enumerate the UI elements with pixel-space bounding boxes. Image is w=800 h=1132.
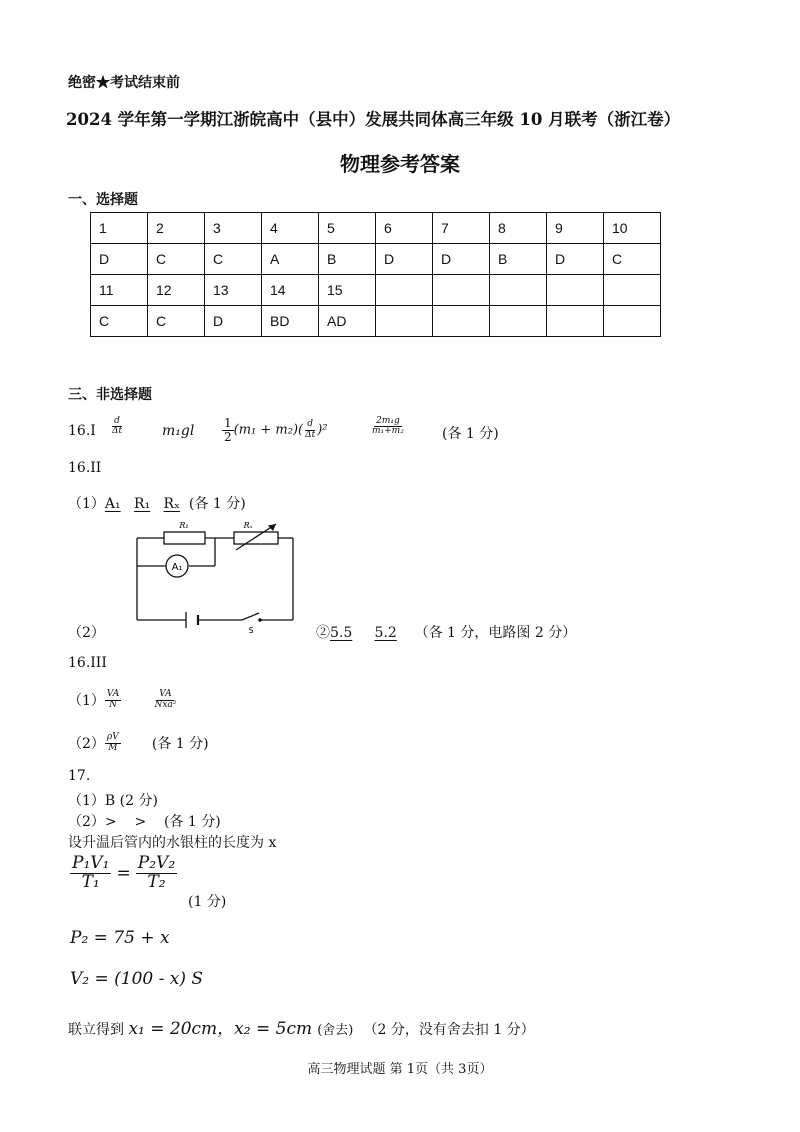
table-cell: 9 (547, 213, 604, 244)
table-cell: B (319, 244, 376, 275)
q16-1-answer-1: $\frac{d}{\Delta t}$ (112, 415, 123, 436)
table-cell: C (604, 244, 661, 275)
rheostat-arrow-icon (268, 524, 276, 531)
table-cell (604, 306, 661, 337)
ammeter-label: A₁ (171, 562, 183, 573)
circuit-diagram (128, 516, 303, 635)
table-cell: 8 (490, 213, 547, 244)
table-cell: D (91, 244, 148, 275)
q17-label: 17. (68, 768, 91, 784)
q17-part1: （1）B (2 分) (68, 793, 158, 809)
table-cell: C (205, 244, 262, 275)
q17-equation-3: V₂ = (100 - x) S (70, 969, 204, 989)
table-cell (490, 275, 547, 306)
table-cell: 14 (262, 275, 319, 306)
q17-equation-1: $\frac{\text{P₁V₁}}{\text{T₁}}$ = $\frac{\text{P₂V₂}}{\text{T₂}}$ (72, 853, 176, 892)
table-cell: C (148, 244, 205, 275)
q16-1-label: 16.I (68, 423, 96, 439)
table-cell: 10 (604, 213, 661, 244)
q16-3-label: 16.III (68, 655, 107, 671)
table-cell (376, 275, 433, 306)
table-row (91, 275, 661, 306)
table-cell: A (262, 244, 319, 275)
q17-assumption: 设升温后管内的水银柱的长度为 x (68, 835, 277, 851)
table-cell: 2 (148, 213, 205, 244)
table-cell (433, 275, 490, 306)
q16-1-answer-4: $\frac{\text{2m₁g}}{\text{m₁+m₂}}$ (372, 415, 404, 436)
table-cell: 12 (148, 275, 205, 306)
q17-equation-1-score: (1 分) (188, 894, 227, 910)
q17-result: 联立得到 x₁ = 20cm，x₂ = 5cm (舍去) （2 分，没有舍去扣 1 分） (68, 1019, 535, 1039)
rx-label: Rₓ (243, 521, 253, 530)
table-cell (547, 275, 604, 306)
q16-2-part2-answers: ②5.5 5.2 （各 1 分，电路图 2 分） (316, 625, 577, 641)
table-cell (604, 275, 661, 306)
table-cell: D (433, 244, 490, 275)
table-cell (376, 306, 433, 337)
q17-equation-2: P₂ = 75 + x (70, 928, 170, 948)
answer-table (90, 212, 661, 337)
table-cell (433, 306, 490, 337)
section-heading-nonchoice: 三、非选择题 (68, 387, 152, 403)
table-cell: 1 (91, 213, 148, 244)
table-cell: 15 (319, 275, 376, 306)
table-cell: 5 (319, 213, 376, 244)
table-row (91, 244, 661, 275)
switch-contact (258, 618, 262, 622)
secret-label: 绝密★考试结束前 (68, 75, 180, 91)
section-heading-choice: 一、选择题 (68, 192, 138, 208)
q16-1-answer-2: m₁gl (162, 423, 195, 439)
table-row (91, 213, 661, 244)
table-row (91, 306, 661, 337)
q16-1-score: (各 1 分) (442, 426, 499, 442)
exam-title: 2024 学年第一学期江浙皖高中（县中）发展共同体高三年级 10 月联考（浙江卷） (66, 110, 681, 129)
q16-3-part2: （2） $\frac{\rho V}{M}$ (各 1 分) (68, 732, 209, 753)
table-cell (490, 306, 547, 337)
page-title: 物理参考答案 (340, 152, 460, 176)
table-cell: C (91, 306, 148, 337)
q16-1-answer-3: $\frac{1}{2}$ (m₁ + m₂)( $\frac{d}{\Delta t}$ )² (224, 416, 328, 444)
table-cell: D (547, 244, 604, 275)
table-cell: BD (262, 306, 319, 337)
r1-label: R₁ (179, 521, 189, 530)
table-cell: D (205, 306, 262, 337)
page-footer: 高三物理试题 第 1页（共 3页） (307, 1062, 493, 1077)
table-cell: D (376, 244, 433, 275)
table-cell: 7 (433, 213, 490, 244)
q16-2-label: 16.II (68, 460, 102, 476)
table-cell (547, 306, 604, 337)
table-cell: 4 (262, 213, 319, 244)
table-cell: 13 (205, 275, 262, 306)
table-cell: 11 (91, 275, 148, 306)
q16-2-part1: （1）A₁ R₁ Rₓ (各 1 分) (68, 496, 246, 512)
table-cell: 3 (205, 213, 262, 244)
q16-2-part2-label: （2） (68, 625, 105, 641)
table-cell: B (490, 244, 547, 275)
table-cell: C (148, 306, 205, 337)
table-cell: 6 (376, 213, 433, 244)
switch-label: S (248, 626, 254, 635)
q16-3-part1: （1） $\frac{VA}{N}$ $\frac{VA}{\text{Nxa²}}$ (68, 689, 177, 710)
table-cell: AD (319, 306, 376, 337)
q17-part2: （2）> > (各 1 分) (68, 814, 221, 830)
